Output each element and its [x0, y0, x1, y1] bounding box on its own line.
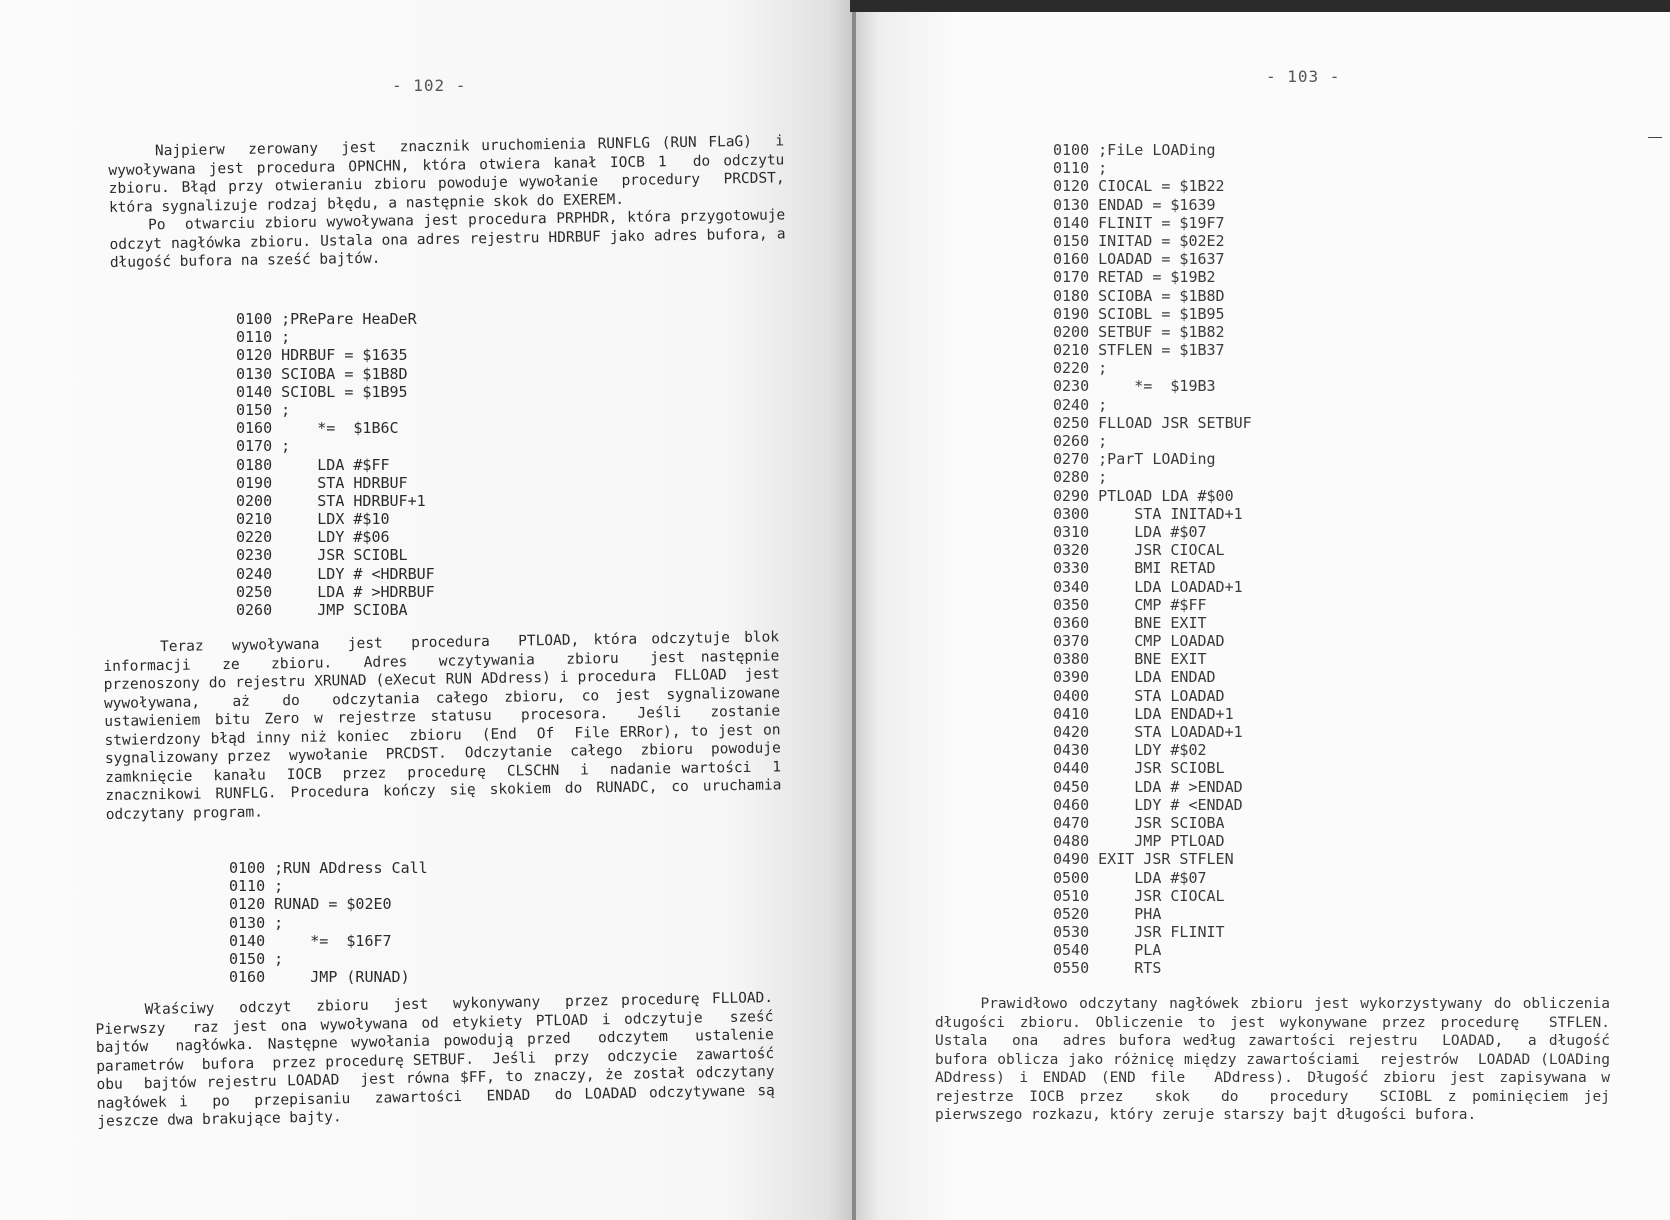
code-line: [1053, 450, 1252, 468]
line-number: 0520: [1053, 904, 1090, 923]
code-line: [1053, 141, 1252, 159]
code-text: LDY # <HDRBUF: [281, 564, 435, 583]
code-line: [1053, 850, 1252, 868]
code-line: [1053, 487, 1252, 505]
code-line: [1053, 305, 1252, 323]
code-text: PTLOAD LDA #$00: [1098, 486, 1234, 505]
line-number: 0130: [229, 913, 266, 932]
code-text: JMP (RUNAD): [274, 968, 410, 987]
code-text: RUNAD = $02E0: [274, 895, 392, 914]
code-text: ;: [1098, 395, 1108, 414]
line-number: 0500: [1053, 868, 1090, 887]
code-line: [1053, 559, 1252, 577]
code-line: [1053, 759, 1252, 777]
code-line: [1053, 468, 1252, 486]
line-number: 0190: [236, 473, 273, 492]
code-line: [1053, 687, 1252, 705]
code-line: [229, 895, 428, 913]
line-number: 0360: [1053, 613, 1090, 632]
code-line: [236, 383, 435, 401]
code-text: STA INITAD+1: [1098, 504, 1243, 523]
line-number: 0230: [236, 546, 273, 565]
code-line: [1053, 432, 1252, 450]
code-line: [1053, 287, 1252, 305]
code-text: LDA # >ENDAD: [1098, 777, 1243, 796]
line-number: 0160: [229, 968, 266, 987]
code-text: ;: [1098, 468, 1108, 487]
line-number: 0170: [1053, 268, 1090, 287]
code-text: JSR SCIOBL: [1098, 759, 1225, 778]
line-number: 0480: [1053, 832, 1090, 851]
code-line: [236, 328, 435, 346]
code-line: [1053, 796, 1252, 814]
line-number: 0300: [1053, 504, 1090, 523]
code-text: *= $1B6C: [281, 419, 399, 438]
code-line: [1053, 632, 1252, 650]
code-text: ;: [274, 913, 284, 932]
code-line: [236, 601, 435, 619]
code-line: [1053, 268, 1252, 286]
line-number: 0200: [1053, 322, 1090, 341]
line-number: 0310: [1053, 522, 1090, 541]
line-number: 0380: [1053, 650, 1090, 669]
code-text: RETAD = $19B2: [1098, 268, 1216, 287]
code-text: ;FiLe LOADing: [1098, 141, 1216, 159]
code-text: LDY # <ENDAD: [1098, 795, 1243, 814]
code-line: [236, 456, 435, 474]
code-text: BMI RETAD: [1098, 559, 1216, 578]
code-line: [229, 932, 428, 950]
line-number: 0290: [1053, 486, 1090, 505]
line-number: 0220: [236, 528, 273, 547]
code-text: *= $16F7: [274, 931, 392, 950]
line-number: 0490: [1053, 850, 1090, 869]
line-number: 0120: [229, 895, 266, 914]
code-text: STA LOADAD+1: [1098, 723, 1243, 741]
code-line: [1053, 959, 1252, 977]
code-text: JSR CIOCAL: [1098, 886, 1225, 905]
code-line: [1053, 341, 1252, 359]
code-line: [236, 474, 435, 492]
code-text: ;ParT LOADing: [1098, 450, 1216, 469]
paragraph: Teraz wywoływana jest procedura PTLOAD, która odczytuje blok informacji ze zbioru. Adres wczytywania zbioru jest następnie przenoszony do rejestru XRUNAD (eXecut RUN ADdress) i procedura FLLOAD jest wywoływana, aż do odczytania całego zbioru, co jest sygnalizowane ustawieniem bitu Zero w rejestrze statusu procesora. Jeśli zostanie stwierdzony błąd inny niż koniec zbioru (End Of File ERRor), to jest on sygnalizowany przez wywołanie PRCDST. Odczytanie całego zbioru powoduje zamknięcie kanału IOCB przez procedurę CLSCHN i nadanie wartości 1 znacznikowi RUNFLG. Procedura kończy się skokiem do RUNADC, co uruchamia odczytany program.: [103, 629, 798, 823]
code-line: [1053, 923, 1252, 941]
line-number: 0320: [1053, 541, 1090, 560]
code-text: STA HDRBUF+1: [281, 491, 426, 510]
page-number: - 103 -: [1266, 67, 1341, 86]
code-line: [1053, 778, 1252, 796]
code-line: [1053, 578, 1252, 596]
line-number: 0180: [1053, 286, 1090, 305]
code-text: *= $19B3: [1098, 377, 1216, 396]
code-line: [1053, 323, 1252, 341]
code-text: ;: [274, 877, 284, 896]
code-line: [1053, 359, 1252, 377]
code-line: [236, 310, 435, 328]
line-number: 0530: [1053, 923, 1090, 942]
line-number: 0460: [1053, 795, 1090, 814]
code-text: EXIT JSR STFLEN: [1098, 850, 1234, 869]
code-line: [1053, 596, 1252, 614]
code-text: JMP SCIOBA: [281, 601, 408, 619]
line-number: 0230: [1053, 377, 1090, 396]
line-number: 0250: [1053, 413, 1090, 432]
code-text: BNE EXIT: [1098, 613, 1207, 632]
code-text: JMP PTLOAD: [1098, 832, 1225, 851]
code-line: [1053, 614, 1252, 632]
page-gutter: [852, 0, 856, 1220]
code-text: FLLOAD JSR SETBUF: [1098, 413, 1252, 432]
code-text: JSR SCIOBL: [281, 546, 408, 565]
paragraph: Prawidłowo odczytany nagłówek zbioru jest wykorzystywany do obliczenia długości zbioru. Obliczenie to jest wykonywane przez procedurę STFLEN. Ustala ona adres bufora według zawartości rejestru LOADAD, a długość bufora oblicza jako różnicę między zawartościami rejestrów LOADAD (LOADing ADdress) i ENDAD (END file ADdress). Długość zbioru jest zapisywana w rejestrze IOCB przez skok do procedury SCIOBL z pominięciem jej pierwszego rozkazu, który zeruje starszy bajt długości bufora.: [935, 996, 1628, 1123]
code-line: [1053, 705, 1252, 723]
code-text: LDA ENDAD: [1098, 668, 1216, 687]
code-text: STFLEN = $1B37: [1098, 341, 1225, 360]
code-line: [1053, 523, 1252, 541]
line-number: 0190: [1053, 304, 1090, 323]
code-text: CMP #$FF: [1098, 595, 1207, 614]
line-number: 0270: [1053, 450, 1090, 469]
line-number: 0240: [1053, 395, 1090, 414]
line-number: 0260: [236, 601, 273, 619]
code-text: JSR SCIOBA: [1098, 813, 1225, 832]
line-number: 0150: [229, 949, 266, 968]
code-text: ENDAD = $1639: [1098, 195, 1216, 214]
line-number: 0540: [1053, 941, 1090, 960]
line-number: 0130: [236, 364, 273, 383]
code-line: [229, 950, 428, 968]
code-text: ;: [274, 949, 284, 968]
line-number: 0100: [236, 310, 273, 328]
code-text: SCIOBL = $1B95: [1098, 304, 1225, 323]
code-line: [1053, 541, 1252, 559]
code-line: [236, 346, 435, 364]
code-text: JSR CIOCAL: [1098, 541, 1225, 560]
code-line: [1053, 377, 1252, 395]
page-number: - 102 -: [392, 76, 467, 95]
code-text: CIOCAL = $1B22: [1098, 177, 1225, 196]
margin-mark: [1648, 137, 1662, 138]
line-number: 0280: [1053, 468, 1090, 487]
code-text: ;: [281, 328, 291, 347]
code-line: [1053, 177, 1252, 195]
code-text: RTS: [1098, 959, 1162, 978]
code-text: LDX #$10: [281, 510, 390, 529]
code-line: [1053, 814, 1252, 832]
line-number: 0450: [1053, 777, 1090, 796]
code-text: PLA: [1098, 941, 1162, 960]
code-line: [1053, 232, 1252, 250]
code-text: ;: [1098, 359, 1108, 378]
line-number: 0430: [1053, 741, 1090, 760]
code-text: ;: [1098, 432, 1108, 450]
code-text: LDA LOADAD+1: [1098, 577, 1243, 596]
code-line: [229, 968, 428, 986]
line-number: 0110: [1053, 159, 1090, 178]
code-listing-runadc: [229, 859, 428, 986]
line-number: 0220: [1053, 359, 1090, 378]
code-text: ;: [281, 400, 291, 419]
line-number: 0390: [1053, 668, 1090, 687]
code-line: [1053, 905, 1252, 923]
code-line: [1053, 250, 1252, 268]
code-text: ;PRePare HeaDeR: [281, 310, 417, 328]
code-line: [236, 419, 435, 437]
scan-edge: [850, 0, 1670, 12]
code-line: [1053, 832, 1252, 850]
code-line: [1053, 196, 1252, 214]
code-line: [1053, 214, 1252, 232]
code-text: LDY #$06: [281, 528, 390, 547]
code-line: [229, 859, 428, 877]
line-number: 0250: [236, 582, 273, 601]
code-text: INITAD = $02E2: [1098, 231, 1225, 250]
line-number: 0550: [1053, 959, 1090, 978]
code-text: JSR FLINIT: [1098, 923, 1225, 942]
line-number: 0110: [236, 328, 273, 347]
code-line: [1053, 741, 1252, 759]
code-line: [229, 877, 428, 895]
line-number: 0340: [1053, 577, 1090, 596]
code-line: [236, 546, 435, 564]
line-number: 0120: [236, 346, 273, 365]
line-number: 0160: [236, 419, 273, 438]
code-text: ;: [281, 437, 291, 456]
code-text: SCIOBL = $1B95: [281, 382, 408, 401]
code-line: [1053, 941, 1252, 959]
code-text: BNE EXIT: [1098, 650, 1207, 669]
line-number: 0100: [1053, 141, 1090, 159]
code-line: [1053, 668, 1252, 686]
code-text: HDRBUF = $1635: [281, 346, 408, 365]
line-number: 0260: [1053, 432, 1090, 450]
code-line: [1053, 505, 1252, 523]
code-text: LDA #$07: [1098, 868, 1207, 887]
line-number: 0470: [1053, 813, 1090, 832]
paragraph: Właściwy odczyt zbioru jest wykonywany przez procedurę FLLOAD. Pierwszy raz jest ona wywoływana od etykiety PTLOAD i odczytuje sześć bajtów nagłówka. Następne wywołania powodują przed odczytem ustalenie parametrów bufora przez procedurę SETBUF. Jeśli przy odczycie zawartość obu bajtów rejestru LOADAD jest równa $FF, to znaczy, że został odczytany nagłówek i po przepisaniu zawartości ENDAD do LOADAD odczytywane są jeszcze dwa brakujące bajty.: [95, 989, 792, 1130]
line-number: 0410: [1053, 704, 1090, 723]
line-number: 0240: [236, 564, 273, 583]
line-number: 0440: [1053, 759, 1090, 778]
line-number: 0350: [1053, 595, 1090, 614]
code-text: CMP LOADAD: [1098, 632, 1225, 651]
code-text: PHA: [1098, 904, 1162, 923]
line-number: 0100: [229, 859, 266, 877]
paragraph: Najpierw zerowany jest znacznik uruchomienia RUNFLG (RUN FLaG) i wywoływana jest procedura OPNCHN, która otwiera kanał IOCB 1 do odczytu zbioru. Błąd przy otwieraniu zbioru powoduje wywołanie procedury PRCDST, która sygnalizuje rodzaj błędu, a następnie skok do EXEREM. Po otwarciu zbioru wywoływana jest procedura PRPHDR, która przygotowuje odczyt nagłówka zbioru. Ustala ona adres rejestru HDRBUF jako adres bufora, a długość bufora na sześć bajtów.: [108, 133, 803, 271]
line-number: 0210: [1053, 341, 1090, 360]
code-text: ;RUN ADdress Call: [274, 859, 428, 877]
line-number: 0140: [1053, 213, 1090, 232]
code-text: STA HDRBUF: [281, 473, 408, 492]
code-line: [1053, 723, 1252, 741]
line-number: 0140: [236, 382, 273, 401]
code-line: [236, 365, 435, 383]
code-line: [236, 583, 435, 601]
code-line: [236, 565, 435, 583]
line-number: 0210: [236, 510, 273, 529]
code-listing-prphdr: [236, 310, 435, 619]
code-line: [236, 528, 435, 546]
line-number: 0130: [1053, 195, 1090, 214]
code-line: [236, 492, 435, 510]
line-number: 0160: [1053, 250, 1090, 269]
code-text: SCIOBA = $1B8D: [281, 364, 408, 383]
line-number: 0150: [236, 400, 273, 419]
code-line: [229, 914, 428, 932]
code-text: LDA #$07: [1098, 522, 1207, 541]
code-line: [1053, 159, 1252, 177]
code-line: [1053, 650, 1252, 668]
code-line: [1053, 414, 1252, 432]
code-text: SCIOBA = $1B8D: [1098, 286, 1225, 305]
line-number: 0420: [1053, 723, 1090, 741]
line-number: 0170: [236, 437, 273, 456]
line-number: 0120: [1053, 177, 1090, 196]
line-number: 0200: [236, 491, 273, 510]
code-line: [1053, 887, 1252, 905]
code-line: [1053, 396, 1252, 414]
line-number: 0400: [1053, 686, 1090, 705]
code-text: SETBUF = $1B82: [1098, 322, 1225, 341]
code-line: [236, 437, 435, 455]
code-line: [236, 401, 435, 419]
code-text: FLINIT = $19F7: [1098, 213, 1225, 232]
code-text: ;: [1098, 159, 1108, 178]
code-line: [1053, 869, 1252, 887]
line-number: 0180: [236, 455, 273, 474]
line-number: 0510: [1053, 886, 1090, 905]
code-text: LDA # >HDRBUF: [281, 582, 435, 601]
code-text: LOADAD = $1637: [1098, 250, 1225, 269]
line-number: 0370: [1053, 632, 1090, 651]
right-page: [855, 0, 1670, 1220]
code-text: STA LOADAD: [1098, 686, 1225, 705]
line-number: 0150: [1053, 231, 1090, 250]
code-listing-flload: [1053, 141, 1252, 978]
code-text: LDA ENDAD+1: [1098, 704, 1234, 723]
line-number: 0140: [229, 931, 266, 950]
code-text: LDY #$02: [1098, 741, 1207, 760]
line-number: 0110: [229, 877, 266, 896]
code-line: [236, 510, 435, 528]
line-number: 0330: [1053, 559, 1090, 578]
code-text: LDA #$FF: [281, 455, 390, 474]
